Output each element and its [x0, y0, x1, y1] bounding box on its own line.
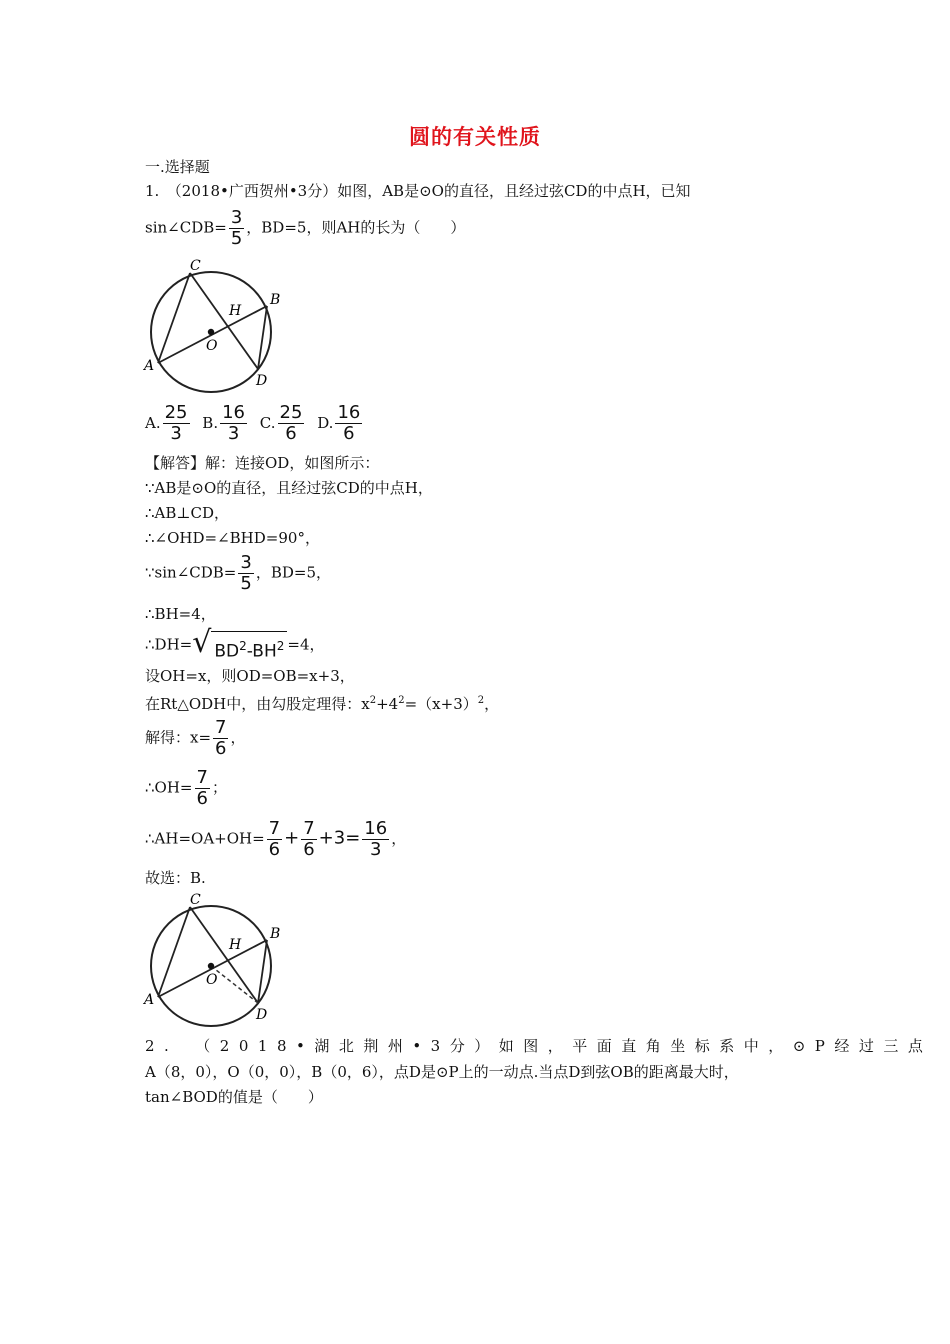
label-b: B — [270, 292, 281, 308]
fraction-16-3 — [362, 819, 389, 860]
q1-options — [145, 403, 370, 444]
label-a: A — [144, 992, 155, 1008]
option-a-label: A. — [145, 413, 161, 432]
label-h: H — [229, 303, 242, 319]
fraction-7-6 — [267, 819, 282, 860]
option-d — [317, 402, 364, 444]
solution-l5-post: ，BD=5， — [255, 563, 331, 582]
solution-l7-pre: ∴DH= — [145, 635, 193, 654]
frac-num: 16 — [222, 402, 245, 423]
solution-line-12 — [145, 819, 406, 860]
q2-stem-line1-text: 2. （2018•湖北荆州•3分）如图，平面直角坐标系中，⊙P经过三点 — [145, 1037, 933, 1055]
q2-stem-line2: A（8，0），O（0，0），B（0，6），点D是⊙P上的一动点.当点D到弦OB的距离最大时， — [145, 1063, 739, 1081]
solution-line-4: ∴∠OHD=∠BHD=90°， — [145, 529, 320, 547]
q1-stem-tail: ，BD=5，则AH的长为（ ） — [246, 218, 466, 237]
frac-den: 6 — [268, 839, 281, 860]
frac-den: 6 — [343, 423, 355, 444]
frac-den: 5 — [230, 228, 243, 249]
option-c-label: C. — [259, 413, 276, 432]
frac-num: 7 — [303, 818, 315, 839]
solution-line-2: ∵AB是⊙O的直径，且经过弦CD的中点H， — [145, 479, 433, 497]
label-a: A — [144, 358, 155, 374]
frac-num: 25 — [164, 402, 188, 423]
frac-num: 25 — [279, 402, 303, 423]
q1-fraction-3-5 — [229, 208, 244, 249]
option-b — [202, 402, 249, 444]
frac-den: 3 — [170, 423, 182, 444]
label-c: C — [190, 258, 201, 274]
solution-l9-pre: 在Rt△ODH中，由勾股定理得：x — [145, 695, 370, 713]
frac-den: 6 — [303, 839, 315, 860]
solution-line-11 — [145, 768, 227, 809]
solution-line-9 — [145, 691, 499, 714]
solution-line-10 — [145, 718, 246, 759]
exponent: 2 — [369, 695, 377, 706]
solution-l5-pre: ∵sin∠CDB= — [145, 563, 237, 582]
exponent: 2 — [239, 639, 247, 653]
solution-l10-pre: 解得：x= — [145, 728, 212, 747]
label-d: D — [256, 1007, 268, 1023]
q1-sin-text: sin∠CDB= — [145, 218, 227, 237]
frac-den: 3 — [227, 423, 240, 444]
label-o: O — [206, 972, 218, 988]
option-d-fraction — [335, 403, 362, 444]
solution-line-8: 设OH=x，则OD=OB=x+3， — [145, 667, 355, 685]
fraction-7-6 — [213, 718, 228, 759]
chord-bd — [258, 940, 267, 1003]
dashed-od — [211, 966, 258, 1003]
frac-num: 3 — [230, 207, 243, 228]
chord-cd — [190, 907, 258, 1003]
option-b-label: B. — [202, 413, 219, 432]
solution-l9-mid1: +4 — [376, 695, 399, 713]
page-title: 圆的有关性质 — [409, 125, 541, 149]
solution-line-6: ∴BH=4， — [145, 605, 216, 623]
solution-l9-mid2: =（x+3） — [404, 695, 478, 713]
option-c — [259, 402, 307, 444]
solution-line-3: ∴AB⊥CD， — [145, 504, 230, 522]
frac-num: 7 — [268, 818, 281, 839]
chord-bd — [258, 306, 267, 369]
q1-stem-line2 — [145, 208, 465, 249]
fraction-3-5 — [238, 553, 253, 594]
option-d-label: D. — [317, 413, 334, 432]
center-point — [208, 329, 214, 335]
solution-line-13: 故选：B. — [145, 869, 206, 887]
label-b: B — [270, 926, 281, 942]
exponent: 2 — [398, 695, 405, 706]
label-d: D — [256, 373, 268, 389]
frac-num: 16 — [364, 818, 388, 839]
label-o: O — [206, 338, 218, 354]
label-h: H — [229, 937, 242, 953]
frac-den: 6 — [215, 738, 227, 759]
radical-sign: √ — [192, 625, 212, 660]
solution-line-1: 【解答】解：连接OD，如图所示： — [145, 454, 380, 472]
q1-stem-line1: 1. （2018•广西贺州•3分）如图，AB是⊙O的直径，且经过弦CD的中点H，已知 — [145, 182, 691, 200]
q2-stem-line1 — [145, 1036, 932, 1056]
option-b-fraction — [220, 403, 247, 444]
frac-den: 3 — [370, 839, 382, 860]
radicand-bd: BD — [214, 641, 240, 662]
solution-l9-post: ， — [484, 695, 500, 713]
solution-l7-post: =4， — [287, 635, 325, 654]
q1-circle-figure — [140, 255, 300, 395]
frac-den: 5 — [240, 573, 252, 594]
frac-num: 7 — [196, 767, 208, 788]
frac-num: 7 — [215, 717, 227, 738]
option-a-fraction — [163, 403, 190, 444]
solution-circle-figure — [140, 889, 300, 1029]
solution-line-5 — [145, 553, 331, 594]
square-root — [192, 625, 287, 663]
solution-l11-pre: ∴OH= — [145, 778, 193, 797]
exponent: 2 — [477, 695, 485, 706]
q2-stem-line3: tan∠BOD的值是（ ） — [145, 1088, 323, 1106]
solution-l12-post: ， — [391, 829, 407, 848]
radicand — [211, 631, 287, 663]
label-c: C — [190, 892, 201, 908]
frac-num: 3 — [240, 552, 252, 573]
fraction-7-6 — [301, 819, 316, 860]
option-a — [145, 402, 192, 444]
fraction-7-6 — [195, 768, 210, 809]
solution-l10-post: ， — [230, 728, 246, 747]
frac-den: 6 — [196, 788, 208, 809]
chord-cd — [190, 273, 258, 369]
frac-den: 6 — [285, 423, 297, 444]
section-heading: 一.选择题 — [145, 158, 210, 176]
plus-three: +3= — [318, 827, 361, 849]
center-point — [208, 963, 214, 969]
option-c-fraction — [278, 403, 305, 444]
frac-num: 16 — [337, 402, 361, 423]
radicand-bh: -BH — [246, 641, 277, 662]
solution-l12-pre: ∴AH=OA+OH= — [145, 829, 265, 848]
solution-l11-post: ； — [211, 778, 227, 797]
plus-sign: + — [284, 827, 300, 849]
solution-line-7 — [145, 625, 325, 663]
exponent: 2 — [276, 639, 285, 653]
